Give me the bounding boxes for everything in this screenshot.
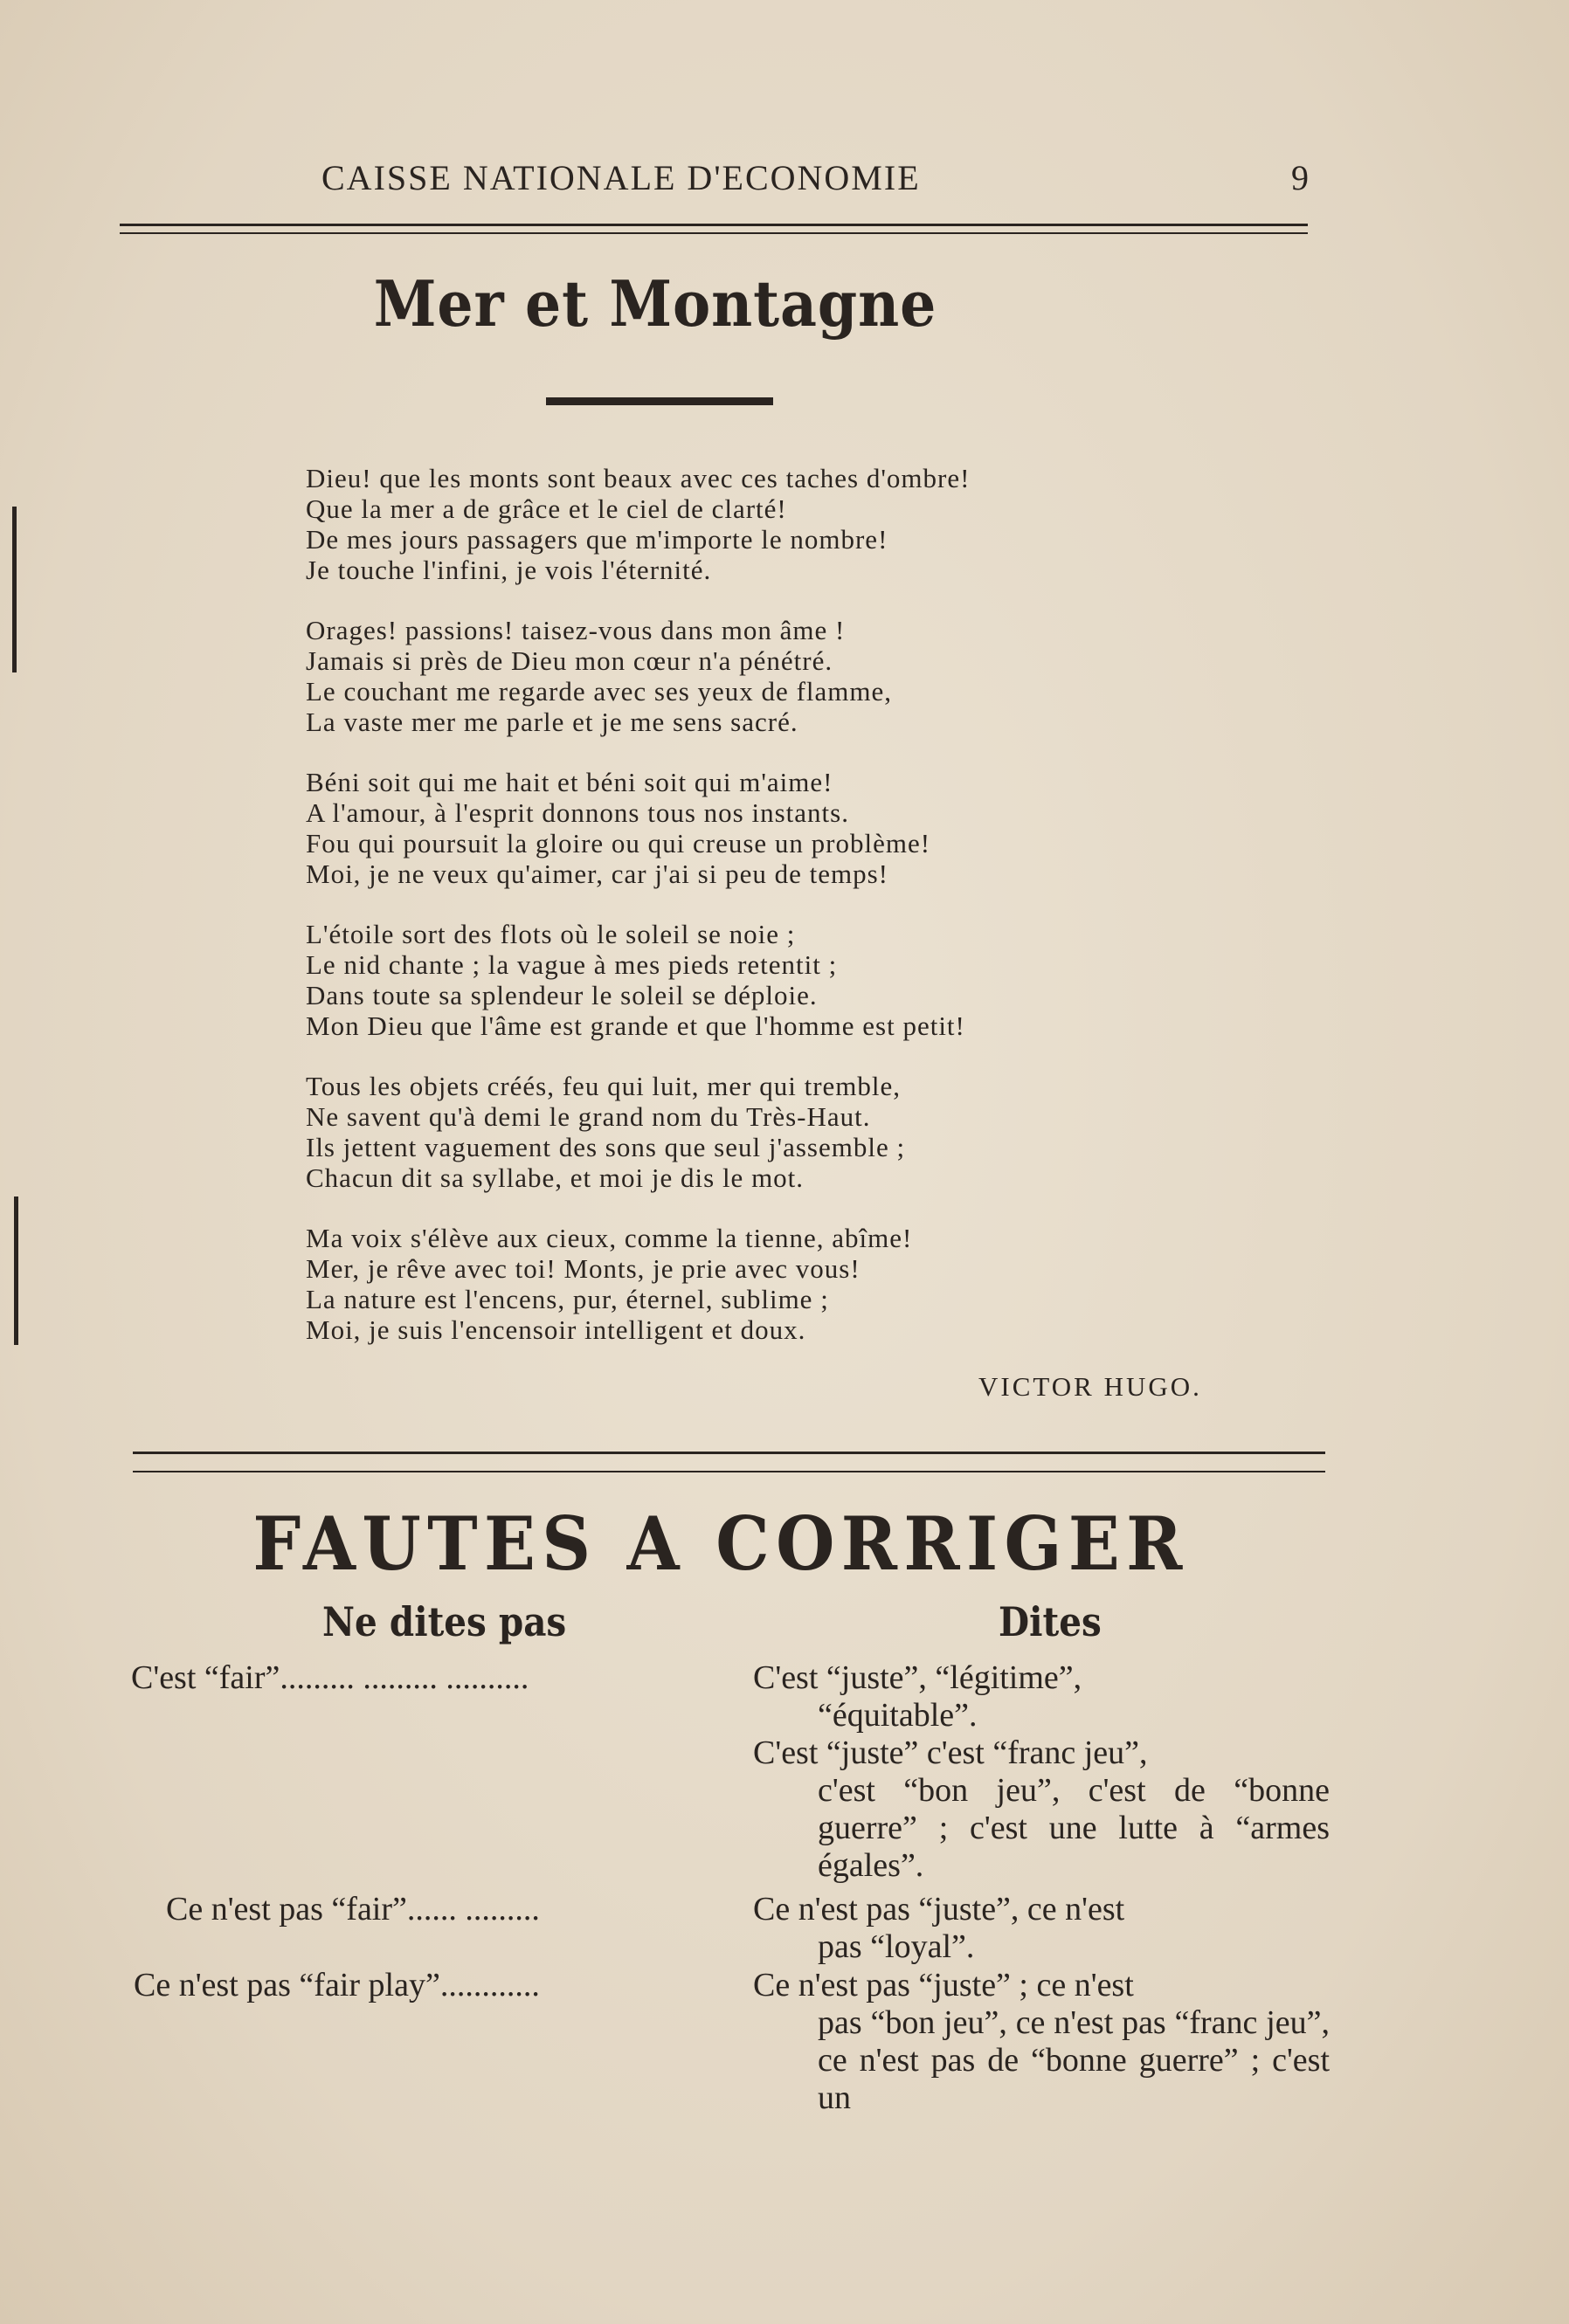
poem-line: Le nid chante ; la vague à mes pieds retentit ; xyxy=(306,949,838,980)
stanza-3 xyxy=(306,767,1267,889)
correct-phrase: C'est “juste”, “légitime”, “équitable”. C'est “juste” c'est “franc jeu”, c'est “bon jeu”, c'est de “bonne guerre” ; c'est une lutte à “armes égales”. xyxy=(753,1659,1330,1884)
incorrect-phrase: Ce n'est pas “fair”...... ......... xyxy=(166,1891,540,1927)
running-title: CAISSE NATIONALE D'ECONOMIE xyxy=(321,158,921,197)
poem-line: Je touche l'infini, je vois l'éternité. xyxy=(306,555,712,585)
stanza-1 xyxy=(306,463,1267,585)
page-number: 9 xyxy=(1291,158,1310,197)
poem-author: VICTOR HUGO. xyxy=(978,1371,1202,1402)
poem-line: A l'amour, à l'esprit donnons tous nos instants. xyxy=(306,797,849,828)
poem-line: Moi, je suis l'encensoir intelligent et doux. xyxy=(306,1314,806,1345)
header-rule-top xyxy=(120,224,1308,226)
poem-line: Jamais si près de Dieu mon cœur n'a pénétré. xyxy=(306,645,833,676)
poem-line: Ils jettent vaguement des sons que seul j'assemble ; xyxy=(306,1132,906,1162)
section-rule-bottom xyxy=(133,1471,1325,1472)
poem-body xyxy=(306,463,1267,1375)
poem-line: Chacun dit sa syllabe, et moi je dis le mot. xyxy=(306,1162,805,1193)
poem-line: De mes jours passagers que m'importe le nombre! xyxy=(306,524,888,555)
column-header-left: Ne dites pas xyxy=(322,1598,567,1645)
poem-line: Orages! passions! taisez-vous dans mon âme ! xyxy=(306,615,846,645)
poem-line: L'étoile sort des flots où le soleil se noie ; xyxy=(306,919,796,949)
incorrect-phrase: Ce n'est pas “fair play”............ xyxy=(134,1967,540,2003)
poem-line: Moi, je ne veux qu'aimer, car j'ai si peu de temps! xyxy=(306,859,888,889)
poem-line: La nature est l'encens, pur, éternel, sublime ; xyxy=(306,1284,829,1314)
poem-line: Ne savent qu'à demi le grand nom du Très-Haut. xyxy=(306,1101,871,1132)
section-title: FAUTES A CORRIGER xyxy=(252,1500,1189,1587)
poem-line: La vaste mer me parle et je me sens sacré. xyxy=(306,707,798,737)
stanza-2 xyxy=(306,615,1267,737)
column-header-right: Dites xyxy=(999,1598,1102,1645)
correct-phrase: Ce n'est pas “juste”, ce n'est pas “loyal”. xyxy=(753,1891,1125,1965)
binding-mark xyxy=(12,507,17,672)
poem-line: Tous les objets créés, feu qui luit, mer qui tremble, xyxy=(306,1071,902,1101)
section-rule-top xyxy=(133,1452,1325,1454)
poem-line: Fou qui poursuit la gloire ou qui creuse un problème! xyxy=(306,828,931,859)
title-underline xyxy=(546,397,773,405)
poem-line: Que la mer a de grâce et le ciel de clarté! xyxy=(306,493,787,524)
stanza-4 xyxy=(306,919,1267,1041)
stanza-6 xyxy=(306,1223,1267,1345)
poem-line: Le couchant me regarde avec ses yeux de flamme, xyxy=(306,676,892,707)
poem-line: Mer, je rêve avec toi! Monts, je prie avec vous! xyxy=(306,1253,861,1284)
stanza-5 xyxy=(306,1071,1267,1193)
poem-line: Béni soit qui me hait et béni soit qui m'aime! xyxy=(306,767,833,797)
poem-line: Ma voix s'élève aux cieux, comme la tienne, abîme! xyxy=(306,1223,913,1253)
header-rule-bottom xyxy=(120,232,1308,234)
poem-line: Mon Dieu que l'âme est grande et que l'homme est petit! xyxy=(306,1010,965,1041)
correct-phrase: Ce n'est pas “juste” ; ce n'est pas “bon jeu”, ce n'est pas “franc jeu”, ce n'est pas de “bonne guerre” ; c'est un xyxy=(753,1967,1330,2116)
binding-mark xyxy=(14,1196,18,1345)
poem-title: Mer et Montagne xyxy=(373,266,937,341)
incorrect-phrase: C'est “fair”......... ......... .......... xyxy=(131,1659,529,1696)
poem-line: Dieu! que les monts sont beaux avec ces taches d'ombre! xyxy=(306,463,971,493)
poem-line: Dans toute sa splendeur le soleil se déploie. xyxy=(306,980,818,1010)
